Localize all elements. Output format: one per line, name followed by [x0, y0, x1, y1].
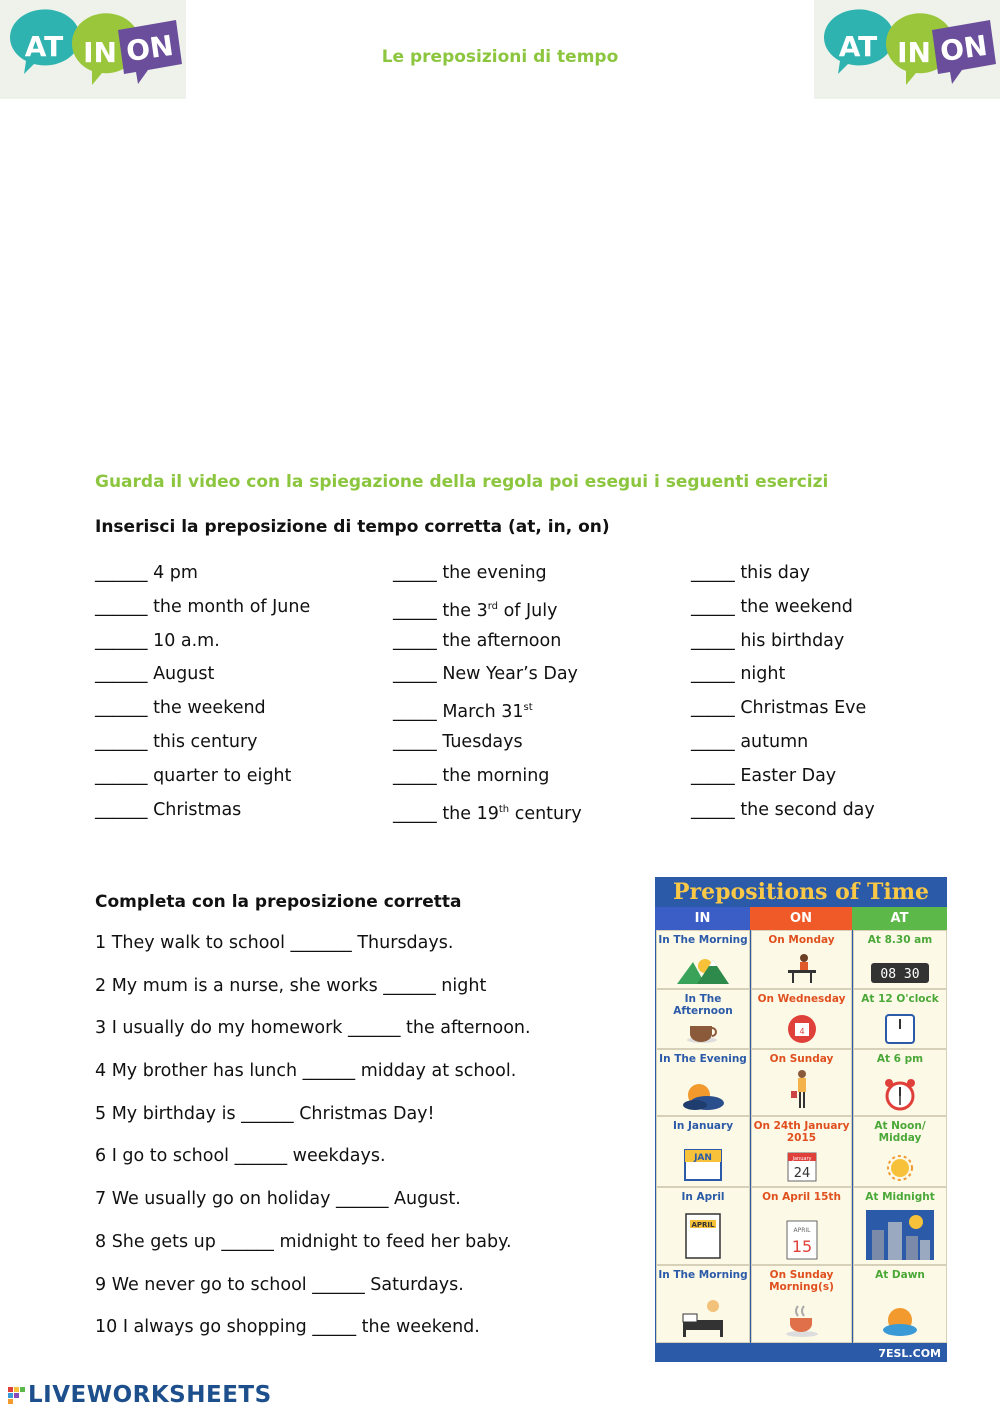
- exercise1-item[interactable]: _____ his birthday: [691, 630, 845, 651]
- exercise1-item[interactable]: _____ night: [691, 664, 786, 685]
- exercise1-item[interactable]: _____ Easter Day: [691, 765, 837, 786]
- poster-cell: [656, 989, 750, 1049]
- logo-on-word: ON: [124, 28, 176, 69]
- exercise1-item[interactable]: _____ this day: [691, 563, 810, 583]
- exercise1-item[interactable]: _____ New Year’s Day: [393, 664, 578, 685]
- item-text: _____ the 3: [393, 600, 488, 621]
- exercise2-heading: Completa con la preposizione corretta: [95, 892, 462, 912]
- poster-cell-label: In The Afternoon: [673, 993, 733, 1017]
- exercise1-item[interactable]: ______ quarter to eight: [95, 765, 292, 786]
- exercise1-column-2: [393, 560, 582, 830]
- sun-icon: [885, 1154, 915, 1182]
- item-text: _____ the 19: [393, 803, 499, 824]
- poster-cell-label: In The Morning: [658, 934, 748, 946]
- poster-cell: [751, 1187, 852, 1265]
- item-text-tail: of July: [498, 600, 558, 621]
- ordinal-suffix: rd: [487, 600, 499, 612]
- poster-cell-label: At 6 pm: [876, 1053, 924, 1065]
- poster-cell-label: On Monday: [768, 934, 835, 946]
- digital-clock-icon: [870, 962, 930, 984]
- exercise2-sentence[interactable]: 3 I usually do my homework ______ the afternoon.: [95, 1018, 531, 1039]
- exercise1-item[interactable]: ______ the weekend: [95, 698, 266, 719]
- exercise2-sentence[interactable]: 4 My brother has lunch ______ midday at school.: [95, 1061, 517, 1082]
- january-calendar-icon: [683, 1146, 723, 1182]
- brand-text: LIVEWORKSHEETS: [28, 1382, 272, 1408]
- clock-digits: 08 30: [880, 967, 920, 982]
- poster-header-at: AT: [852, 907, 947, 930]
- sunset-icon: [679, 1079, 727, 1111]
- person-at-desk-icon: [782, 952, 822, 984]
- city-night-icon: [866, 1210, 934, 1260]
- mountain-sunrise-icon: [675, 954, 731, 984]
- calendar-month: APRIL: [792, 1227, 811, 1234]
- poster-cell-label: In The Morning: [658, 1269, 748, 1281]
- exercise1-item[interactable]: ______ this century: [95, 731, 258, 752]
- exercise1-item[interactable]: ______ 10 a.m.: [95, 630, 220, 651]
- exercise2-sentence[interactable]: 2 My mum is a nurse, she works ______ night: [95, 975, 487, 996]
- poster-cell: [751, 1265, 852, 1343]
- poster-cell: [751, 1049, 852, 1116]
- poster-cell-label: At Midnight: [865, 1191, 935, 1203]
- ordinal-suffix: st: [523, 702, 533, 714]
- poster-cell: [751, 989, 852, 1049]
- item-text-tail: century: [509, 803, 582, 824]
- exercise1-item[interactable]: _____ the afternoon: [393, 630, 562, 651]
- poster-cell: [853, 989, 947, 1049]
- exercise2-list: [95, 933, 531, 1360]
- poster-cell: [751, 1116, 852, 1187]
- poster-cell: [853, 1265, 947, 1343]
- logo-in-word: IN: [83, 36, 117, 69]
- exercise1-item[interactable]: ______ Christmas: [95, 799, 242, 820]
- april-15-calendar-icon: [786, 1220, 818, 1260]
- poster-cell-label: In January: [672, 1120, 734, 1132]
- poster-cell: [656, 1187, 750, 1265]
- poster-cell: [656, 1049, 750, 1116]
- exercise2-sentence[interactable]: 7 We usually go on holiday ______ August.: [95, 1189, 461, 1210]
- exercise1-item[interactable]: ______ August: [95, 664, 215, 685]
- jan-label: JAN: [694, 1153, 712, 1163]
- coffee-cup-icon: [686, 1020, 720, 1044]
- poster-cell-label: In April: [681, 1191, 725, 1203]
- logo-in-word: IN: [897, 36, 931, 69]
- poster-cell: [656, 1265, 750, 1343]
- poster-cell-label: On Sunday: [769, 1053, 834, 1065]
- calendar-day: 4: [798, 1027, 805, 1036]
- liveworksheets-logo-icon: [8, 1385, 26, 1405]
- poster-cell-label: At 8.30 am: [867, 934, 933, 946]
- exercise2-sentence[interactable]: 8 She gets up ______ midnight to feed her baby.: [95, 1231, 512, 1252]
- april-calendar-icon: [684, 1212, 722, 1260]
- poster-cell: [853, 1116, 947, 1187]
- clock-icon: [885, 1014, 915, 1044]
- prepositions-poster: [655, 877, 947, 1362]
- poster-cell-label: On Sunday Morning(s): [769, 1269, 834, 1293]
- poster-cell-label: At 12 O'clock: [861, 993, 939, 1005]
- hot-drink-icon: [784, 1304, 820, 1338]
- ordinal-suffix: th: [498, 803, 510, 815]
- exercise1-heading: Inserisci la preposizione di tempo corretta (at, in, on): [95, 517, 610, 537]
- logo-at-word: AT: [24, 30, 64, 63]
- exercise1-item[interactable]: _____ Christmas Eve: [691, 698, 867, 719]
- page-title: Le preposizioni di tempo: [381, 47, 619, 67]
- exercise1-item[interactable]: _____ the second day: [691, 799, 875, 820]
- waking-up-bed-icon: [679, 1298, 727, 1338]
- calendar-day: 24: [793, 1166, 810, 1181]
- liveworksheets-brand[interactable]: [8, 1382, 272, 1408]
- logo-at-word: AT: [838, 30, 878, 63]
- exercise1-item[interactable]: [393, 695, 582, 729]
- logo-on-word: ON: [938, 28, 990, 69]
- exercise1-item[interactable]: _____ the evening: [393, 563, 547, 583]
- poster-cell-label: At Noon/ Midday: [874, 1120, 926, 1144]
- exercise2-sentence[interactable]: 6 I go to school ______ weekdays.: [95, 1146, 386, 1167]
- exercise1-item[interactable]: [393, 594, 582, 628]
- poster-cell: [853, 1187, 947, 1265]
- alarm-clock-icon: [883, 1077, 917, 1111]
- exercise2-sentence[interactable]: 5 My birthday is ______ Christmas Day!: [95, 1103, 435, 1124]
- exercise1-item[interactable]: [393, 797, 582, 831]
- instruction-text: Guarda il video con la spiegazione della regola poi esegui i seguenti esercizi: [95, 472, 829, 492]
- poster-cell: [751, 930, 852, 989]
- exercise1-item[interactable]: ______ the month of June: [95, 596, 311, 617]
- poster-cell: [853, 1049, 947, 1116]
- poster-footer-brand: 7ESL.COM: [878, 1347, 941, 1360]
- poster-cell-label: On Wednesday: [757, 993, 846, 1005]
- poster-cell-label: On April 15th: [762, 1191, 841, 1203]
- calendar-icon: [787, 1014, 817, 1044]
- poster-cell: [656, 930, 750, 989]
- exercise2-sentence[interactable]: 9 We never go to school ______ Saturdays.: [95, 1274, 464, 1295]
- poster-cell: [656, 1116, 750, 1187]
- exercise2-sentence[interactable]: 10 I always go shopping _____ the weekend.: [95, 1317, 480, 1338]
- april-label: APRIL: [691, 1221, 715, 1229]
- exercise1-column-3: [691, 560, 875, 830]
- exercise1-item[interactable]: _____ the weekend: [691, 596, 853, 617]
- poster-cell-label: In The Evening: [659, 1053, 747, 1065]
- exercise2-sentence[interactable]: 1 They walk to school _______ Thursdays.: [95, 933, 454, 953]
- poster-header-on: ON: [750, 907, 852, 930]
- poster-cell: [853, 930, 947, 989]
- poster-cell-label: On 24th January 2015: [753, 1120, 850, 1144]
- exercise1-item[interactable]: _____ the morning: [393, 765, 550, 786]
- calendar-day: 15: [791, 1237, 812, 1256]
- poster-title: Prepositions of Time: [673, 879, 929, 905]
- poster-header-in: IN: [655, 907, 750, 930]
- poster-cell-label: At Dawn: [875, 1269, 925, 1281]
- calendar-month: January: [792, 1156, 811, 1162]
- dawn-sun-icon: [881, 1304, 919, 1338]
- exercise1-item[interactable]: _____ autumn: [691, 731, 809, 752]
- date-calendar-icon: [787, 1152, 817, 1182]
- exercise1-item[interactable]: _____ Tuesdays: [393, 731, 523, 752]
- item-text: _____ March 31: [393, 702, 524, 723]
- woman-shopping-icon: [790, 1069, 814, 1111]
- exercise1-column-1: [95, 560, 310, 830]
- exercise1-item[interactable]: ______ 4 pm: [95, 563, 198, 583]
